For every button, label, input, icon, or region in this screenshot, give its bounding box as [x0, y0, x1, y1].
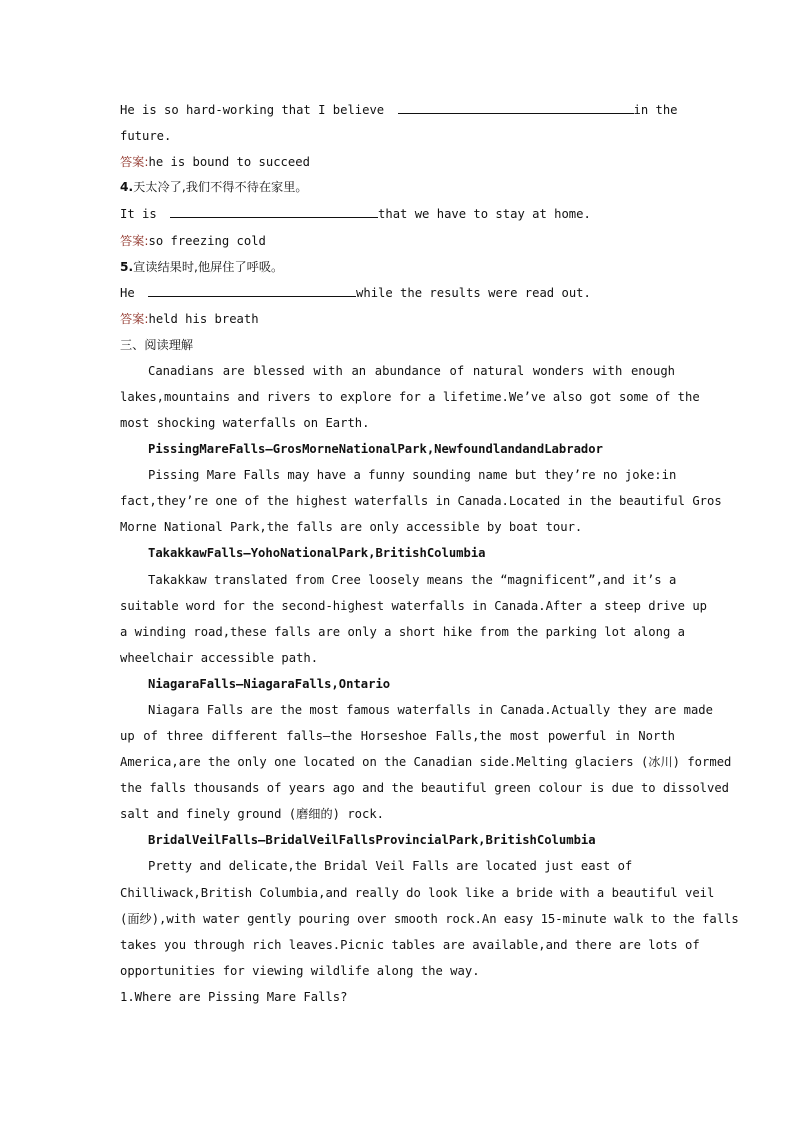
q4-number: 4.	[120, 180, 134, 194]
q5-prefix: He	[120, 286, 135, 300]
intro-line: most shocking waterfalls on Earth.	[120, 416, 370, 430]
question-1: 1.Where are Pissing Mare Falls?	[120, 990, 348, 1004]
falls-title: TakakkawFalls—YohoNationalPark,BritishColumbia	[148, 546, 486, 560]
q3-prefix: He is so hard-working that I believe	[120, 103, 385, 117]
section-heading: 三、阅读理解	[120, 338, 194, 352]
q3-line-2: future.	[120, 129, 172, 143]
falls-text-line: Takakkaw translated from Cree loosely means the “magnificent”,and it’s a	[148, 573, 677, 587]
falls-text-line: (面纱),with water gently pouring over smooth rock.An easy 15-minute walk to the falls	[120, 912, 739, 926]
falls-text-line: the falls thousands of years ago and the beautiful green colour is due to dissolved	[120, 781, 730, 795]
falls-text-line: Pretty and delicate,the Bridal Veil Falls are located just east of	[148, 859, 633, 873]
q4-answer	[120, 233, 675, 249]
intro-line: Canadians are blessed with an abundance of natural wonders with enough	[148, 364, 675, 378]
q4-prompt	[120, 179, 675, 195]
answer-text: he is bound to succeed	[148, 155, 310, 169]
falls-title: BridalVeilFalls—BridalVeilFallsProvincialPark,BritishColumbia	[148, 833, 596, 847]
falls-text-line: takes you through rich leaves.Picnic tables are available,and there are lots of	[120, 938, 700, 952]
q4-blank[interactable]	[170, 206, 378, 218]
q5-number: 5.	[120, 260, 134, 274]
falls-text-line: Morne National Park,the falls are only accessible by boat tour.	[120, 520, 583, 534]
falls-text-line: Chilliwack,British Columbia,and really do look like a bride with a beautiful veil	[120, 886, 715, 900]
answer-label: 答案:	[120, 312, 149, 326]
falls-text-line: a winding road,these falls are only a short hike from the parking lot along a	[120, 625, 685, 639]
falls-text-line: up of three different falls—the Horseshoe Falls,the most powerful in North	[120, 729, 675, 743]
falls-text-line: salt and finely ground (磨细的) rock.	[120, 807, 385, 821]
q3-answer	[120, 154, 675, 170]
answer-text: so freezing cold	[148, 234, 266, 248]
q3-line-1	[120, 102, 678, 118]
falls-text-line: Niagara Falls are the most famous waterfalls in Canada.Actually they are made	[148, 703, 713, 717]
falls-text-line: Pissing Mare Falls may have a funny sounding name but they’re no joke:in	[148, 468, 677, 482]
q3-blank[interactable]	[398, 102, 634, 114]
q5-answer	[120, 311, 675, 327]
falls-title: PissingMareFalls—GrosMorneNationalPark,NewfoundlandandLabrador	[148, 442, 603, 456]
answer-label: 答案:	[120, 234, 149, 248]
falls-title: NiagaraFalls—NiagaraFalls,Ontario	[148, 677, 391, 691]
q5-blank[interactable]	[148, 285, 356, 297]
falls-text-line: suitable word for the second-highest waterfalls in Canada.After a steep drive up	[120, 599, 707, 613]
q5-prompt	[120, 259, 675, 275]
answer-text: held his breath	[148, 312, 259, 326]
falls-text-line: opportunities for viewing wildlife along the way.	[120, 964, 480, 978]
q4-prefix: It is	[120, 207, 157, 221]
intro-line: lakes,mountains and rivers to explore for a lifetime.We’ve also got some of the	[120, 390, 700, 404]
answer-label: 答案:	[120, 155, 149, 169]
q5-prompt-text: 宣读结果时,他屏住了呼吸。	[133, 260, 284, 274]
q5-sentence	[120, 285, 675, 301]
falls-text-line: fact,they’re one of the highest waterfalls in Canada.Located in the beautiful Gros	[120, 494, 722, 508]
q4-sentence	[120, 206, 675, 222]
q5-suffix: while the results were read out.	[356, 286, 591, 300]
falls-text-line: America,are the only one located on the Canadian side.Melting glaciers (冰川) formed	[120, 755, 732, 769]
q3-suffix: in the	[633, 103, 678, 117]
q4-prompt-text: 天太冷了,我们不得不待在家里。	[133, 180, 308, 194]
falls-text-line: wheelchair accessible path.	[120, 651, 319, 665]
q4-suffix: that we have to stay at home.	[378, 207, 591, 221]
